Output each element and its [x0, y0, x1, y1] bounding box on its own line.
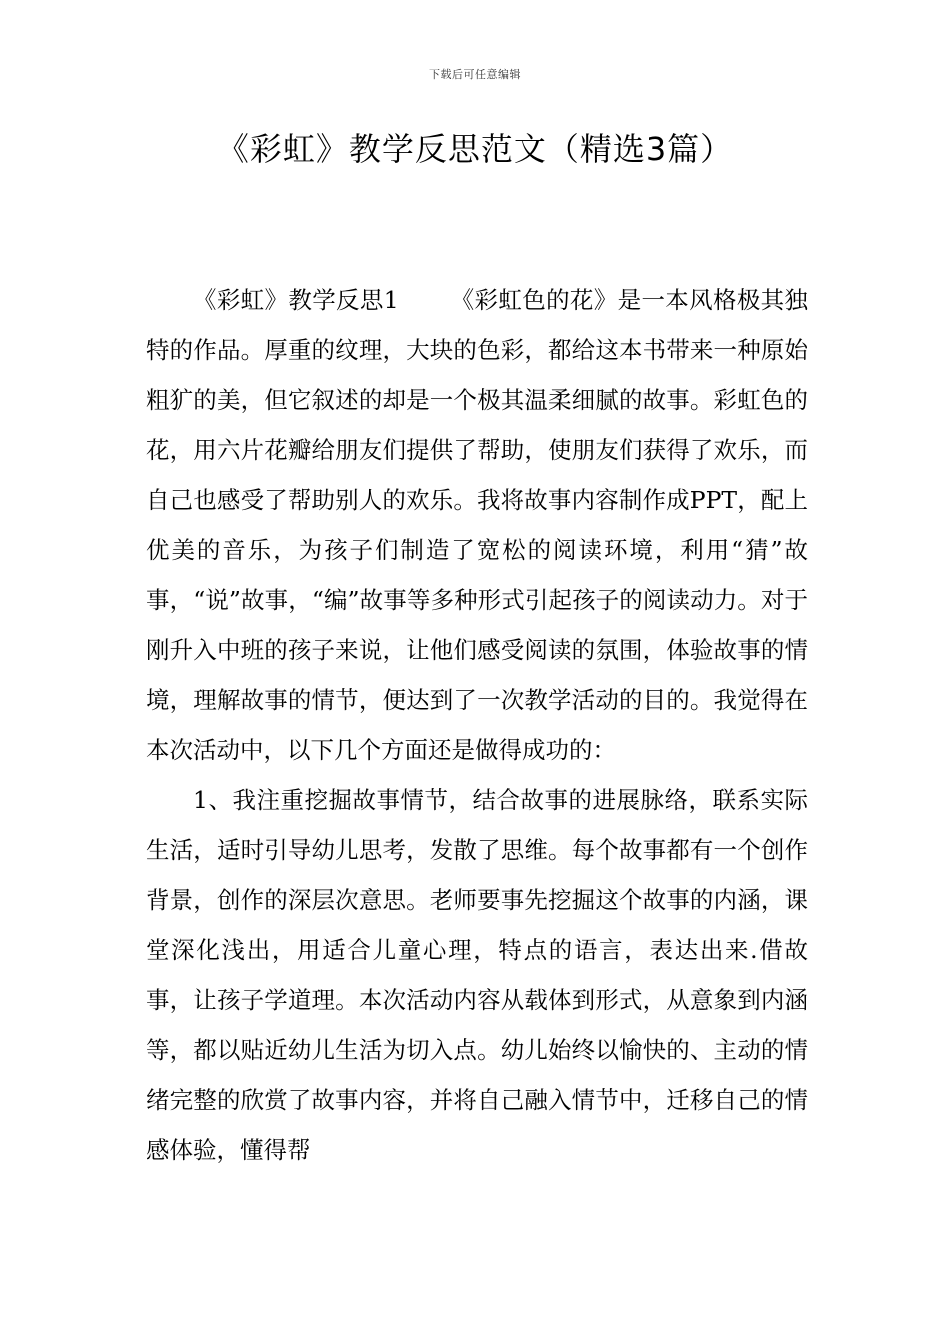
- paragraph-2: 1、我注重挖掘故事情节，结合故事的进展脉络，联系实际生活，适时引导幼儿思考，发散了思维。每个故事都有一个创作背景，创作的深层次意思。老师要事先挖掘这个故事的内涵，课堂深化浅出，用适合儿童心理，特点的语言，表达出来.借故事，让孩子学道理。本次活动内容从载体到形式，从意象到内涵等，都以贴近幼儿生活为切入点。幼儿始终以愉快的、主动的情绪完整的欣赏了故事内容，并将自己融入情节中，迁移自己的情感体验，懂得帮: [146, 786, 808, 1164]
- paragraph-1-text: 《彩虹色的花》是一本风格极其独特的作品。厚重的纹理，大块的色彩，都给这本书带来一种原始粗犷的美，但它叙述的却是一个极其温柔细腻的故事。彩虹色的花，用六片花瓣给朋友们提供了帮助，使朋友们获得了欢乐，而自己也感受了帮助别人的欢乐。我将故事内容制作成PPT，配上优美的音乐，为孩子们制造了宽松的阅读环境，利用“猜”故事，“说”故事，“编”故事等多种形式引起孩子的阅读动力。对于刚升入中班的孩子来说，让他们感受阅读的氛围，体验故事的情境，理解故事的情节，便达到了一次教学活动的目的。我觉得在本次活动中，以下几个方面还是做得成功的：: [146, 286, 809, 764]
- document-title: 《彩虹》教学反思范文（精选3篇）: [216, 130, 734, 168]
- document-body: [146, 275, 808, 1175]
- section-heading: 《彩虹》教学反思1: [193, 286, 399, 314]
- header-note: 下载后可任意编辑: [429, 68, 521, 81]
- paragraph-1: [146, 275, 808, 775]
